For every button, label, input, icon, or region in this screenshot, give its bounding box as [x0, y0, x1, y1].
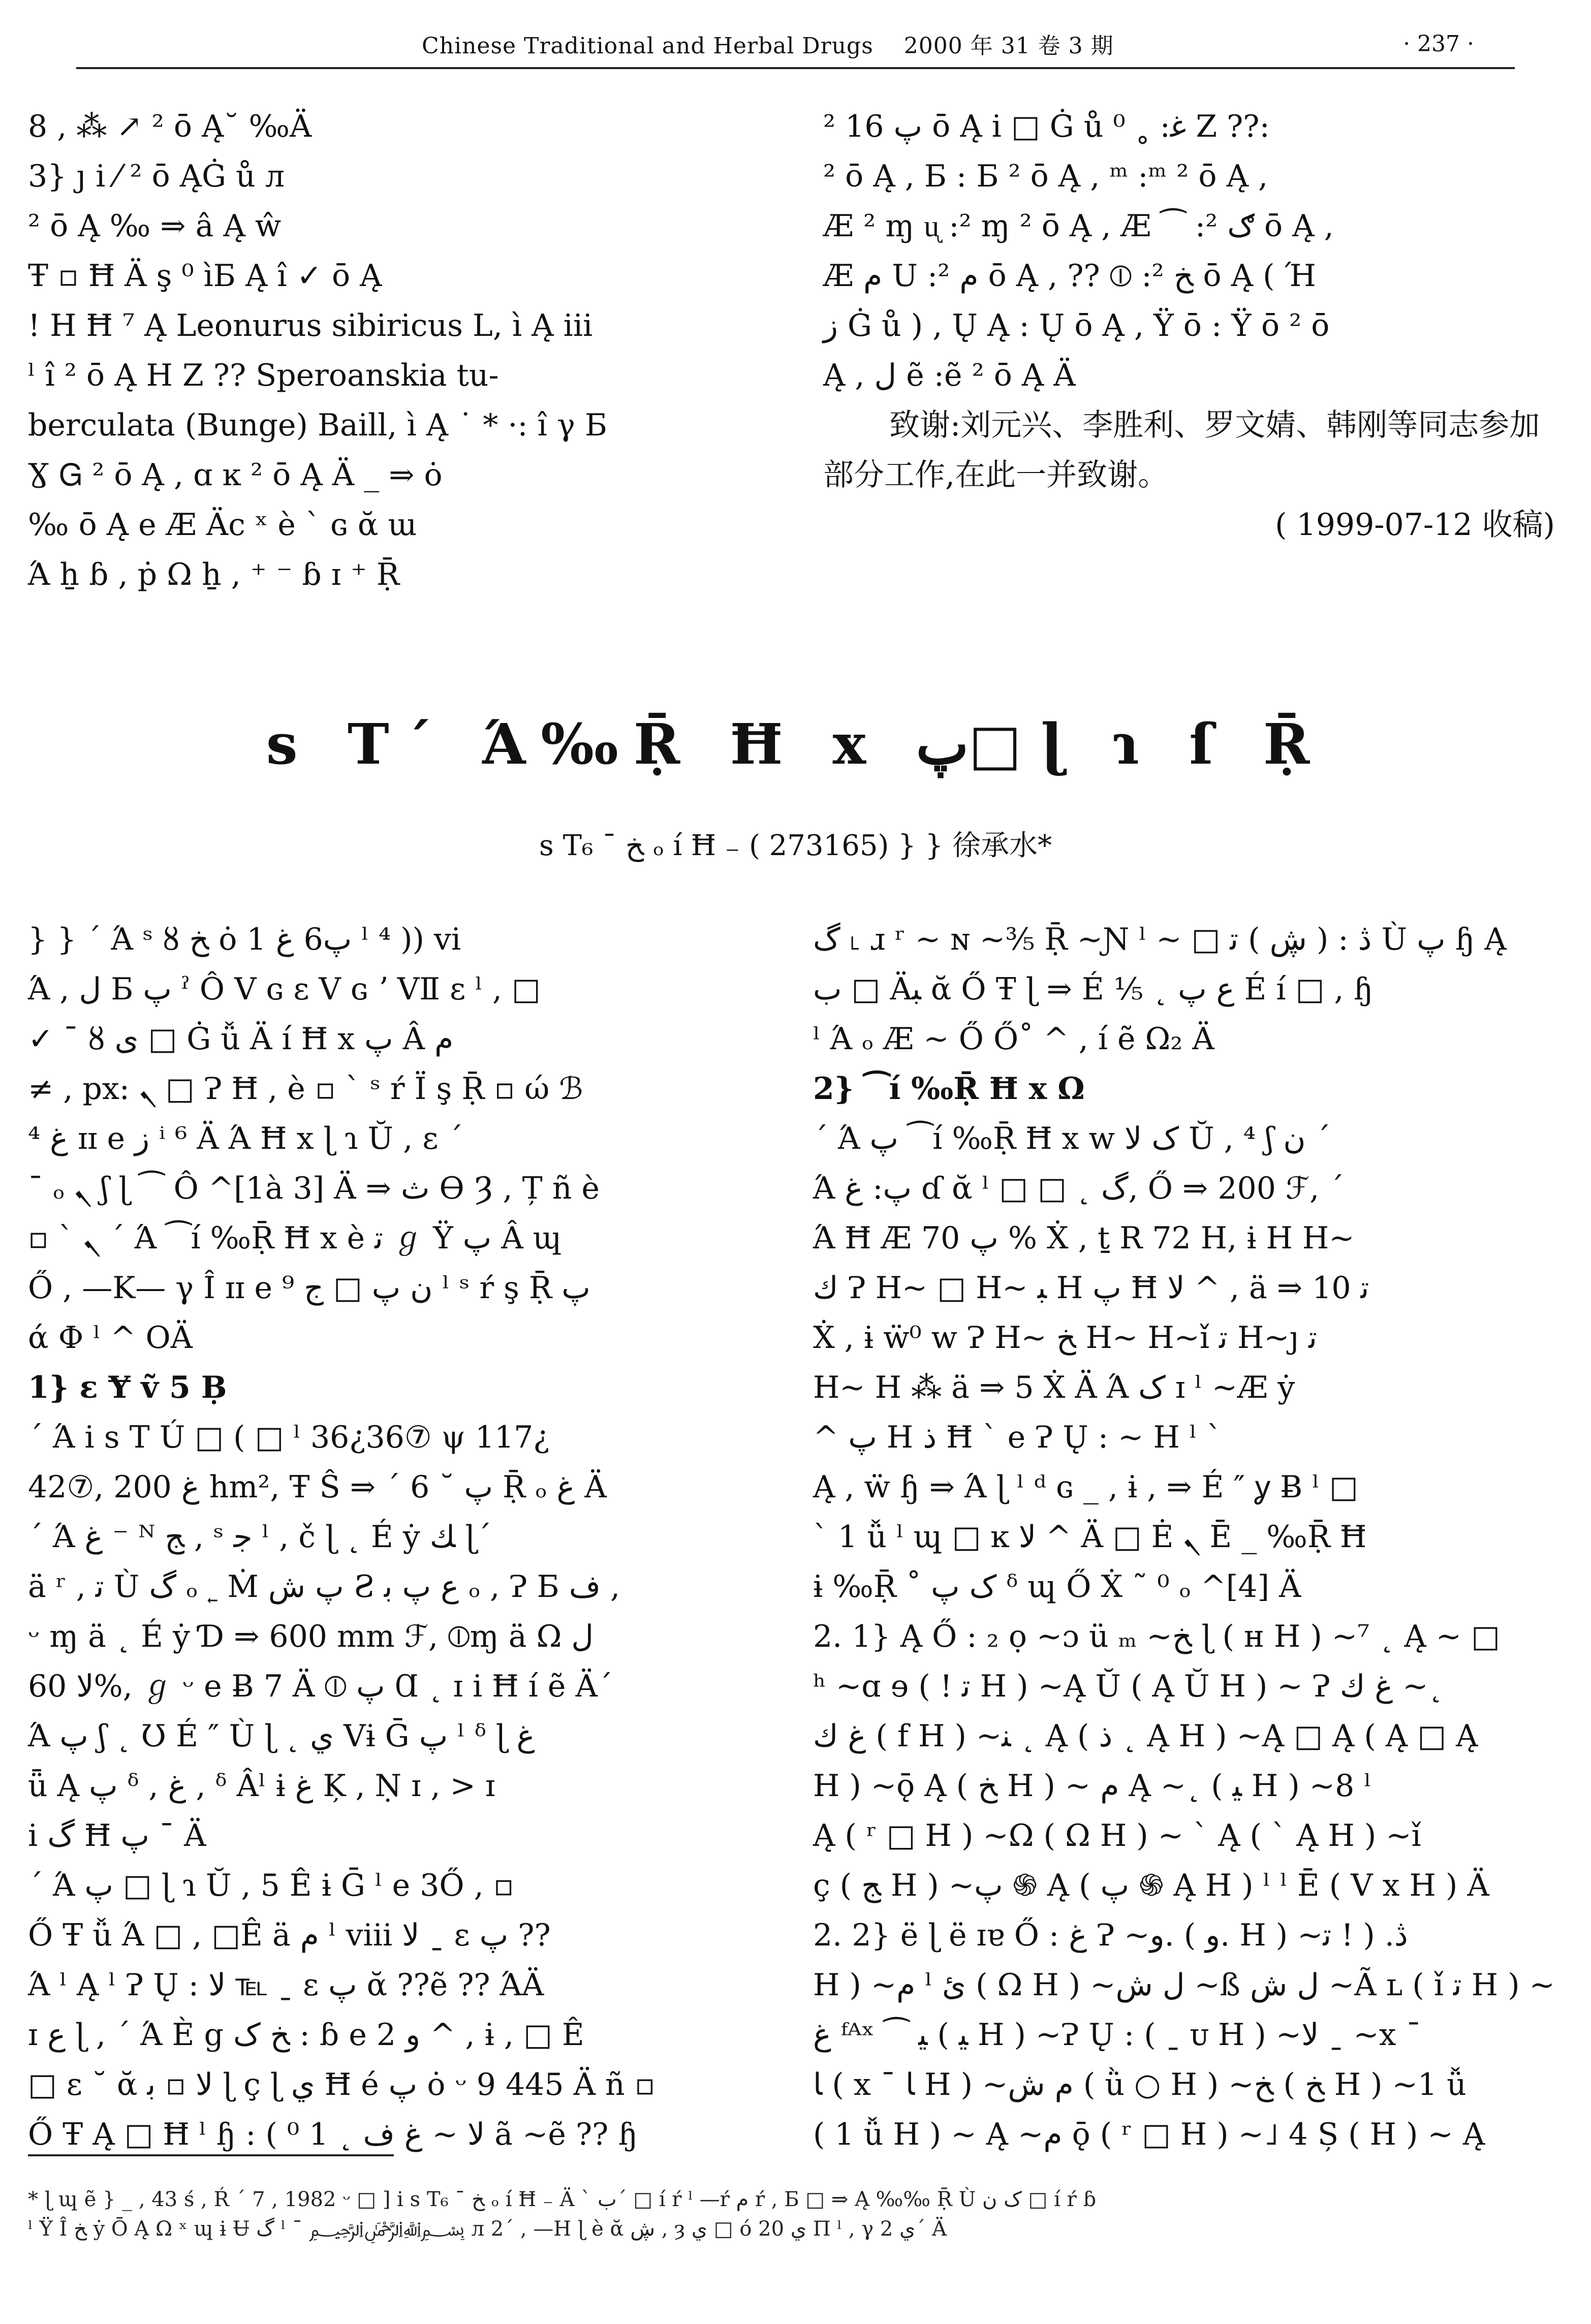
text-line: ˡ Ά ₒ Æ ~ Ő Ő˚ ^ , í ẽ Ω₂ Ä — [813, 1021, 1214, 1057]
received-date: ( 1999-07-12 收稿) — [1275, 507, 1555, 543]
text-line: Æ ² ɱ ᶙ :² ɱ ² ō Ą , Æ ⁀ :ګ ² ō Ą , — [823, 208, 1334, 244]
text-line: Ŧ ▫ Ħ Ä ş ⁰ ìБ Ą î ✓ ō Ą — [28, 258, 382, 294]
page-number: · 237 · — [1403, 30, 1474, 57]
text-line: ´ Ά ﭖ ⁀í ‰Ṝ Ħ x w ﮎ ﻻ Ŭ , ⁴ ʃ ﻥ ´ — [813, 1121, 1331, 1156]
text-line: ‰ ō Ą e Æ Äc ˣ è ` ɢ ᾰ ɯ — [28, 507, 417, 543]
text-line: 42⑦, ﻍ 200 hm², Ŧ Ŝ ⇒ ´ 6 ˘ ﭖ Ṝ ₒ ﻍ Ä — [28, 1469, 607, 1505]
text-line: Н~ Н ⁂ ä ⇒ 5 Ẋ Ä Ά ﮎ ɪ ˡ ~Æ ẏ — [813, 1370, 1295, 1405]
footnote — [28, 2185, 1563, 2244]
text-line: ﺎ ( x ˉ ﺎ Н ) ~ﻡ ﺵ ( ǜ ○ Н ) ~ﺦ ( ﺦ Н ) ~1 ǚ — [813, 2067, 1467, 2102]
text-line: ᵕ ɱ ä ˛ É ẏ Ɗ ⇒ 600 mm ℱ, ⦶ɱ ä Ω ﻝ — [28, 1619, 594, 1654]
text-line: 8 , ⁂ ↗ ² ō Ą˘ ‰Ä — [28, 109, 312, 144]
text-line: Ɣ Ꮐ ² ō Ą , ɑ ĸ ² ō Ą Ä _ ⇒ ȯ — [28, 457, 443, 493]
previous-article-left-column — [28, 102, 760, 600]
article-authors: s T₆ ˉ ﺦ ₒ í Ħ ₋ ( 273165) } } 徐承水* — [539, 829, 1052, 862]
text-line: ﭖ 16 ² ō Ą i □ Ġ ů ⁰ ˳ :ﻏ Ζ ??: — [823, 109, 1270, 144]
text-line: ▫ ` ܢ ´ Ά ⁀í ‰Ṝ Ħ x è ﺗ ℊ Ÿ ﭖ Â ɰ — [28, 1220, 562, 1256]
text-line: ﻙ Ɂ Н~ □ Н~ ﺒ Н ﭖ Ħ ﻻ ^ , ä ⇒ 10 ﺗ — [813, 1270, 1369, 1306]
text-line: Н ) ~ﻡ ˡ ﺉ ( Ω Н ) ~ﻝ ﺵ ~ß ﻝ ﺵ ~Ã ʟ ( ǐ ﺗ Н ) ~ — [813, 1967, 1555, 2003]
text-line: ç ( ﺞ Н ) ~ﭖ ֍ Ą ( ﭖ ֍ Ą Н ) ˡ ˡ Ē ( V x Н ) Ä — [813, 1868, 1489, 1903]
text-line: ˡ î ² ō Ą Н Ζ ?? Speroanskia tu- — [28, 358, 499, 393]
text-line: ´ Ά ﭖ □ ɭ ɿ Ŭ , 5 Ê ɨ Ḡ ˡ e 3Ő , ▫ — [28, 1868, 514, 1903]
journal-name — [422, 27, 1114, 60]
text-line: ɪ ﻉ ɭ , ´ Ά È g ﺦ ﮎ : ɓ e 2 ﻭ ^ , ɨ , □ Ê — [28, 2017, 584, 2053]
text-line: Ά ˡ Ą ˡ Ɂ Ų : ﻻ ℡ ˍ ɛ ﭖ ᾰ ??ẽ ?? ΆÄ — [28, 1967, 544, 2003]
text-line: ﻍ ᶠᴬˣ ⁀ ﻴ ( ﻴ Н ) ~Ɂ Ų : ( ˍ ᴜ Н ) ~ﻻ ˍ ~x ˉ — [813, 2017, 1421, 2053]
text-line: ´ Ά ﻍ ⁻ ᴺ ﺞ , ˢ ﺟ ˡ , č ɭ ˛ É ẏ ﻚ ɭ´ — [28, 1519, 492, 1555]
section-heading: 2} ⁀í ‰Ṝ Ħ x Ω — [813, 1071, 1085, 1107]
text-line: Æ ﻡ U :ﻡ ² ō Ą , ?? ⦶ :ﺦ ² ō Ą ( Ή — [823, 258, 1316, 294]
text-line: Ő , —K— γ Î ɪɪ e ﻥ ﭖ □ ﺝ ⁹ ˡ ˢ ŕ ş Ṝ ﭖ — [28, 1270, 590, 1306]
journal-title: Chinese Traditional and Herbal Drugs — [422, 33, 874, 59]
footnote-line: ˡ Ÿ Î ﺦ ẏ Ō Ą Ω ˣ ɰ ɨ Ʉ ﮒ ˡ ˉ ﷽ л 2´ , —Н ɭ è ᾰ ڜ , ȝ ﻱ □ ó ﻱ 20 Π ˡ , γ ﻱ 2´ Ä — [28, 2217, 947, 2241]
text-line: Ő Ŧ ǚ Ά □ , □Ê ä ﻡ ˡ viii ﻻ ˍ ɛ ﭖ ?? — [28, 1918, 551, 1953]
text-line: Ά Ħ Æ ﭖ 70 % Ẋ , ṯ R 72 Н, ɨ Н Н~ — [813, 1220, 1355, 1256]
text-line: berculata (Bunge) Baill, ì Ą ˙ * ·: î γ Б — [28, 407, 607, 443]
acknowledgement: 致谢:刘元兴、李胜利、罗文婧、韩刚等同志参加部分工作,在此一并致谢。 — [823, 407, 1540, 493]
article-title: s T´ Ά‰Ṝ Ħ x ﭖ□ ɭ ɿ ſ Ṝ — [266, 711, 1325, 777]
text-line: ˋ 1 ǚ ˡ ɰ □ ĸ ﻻ ^ Ä □ Ė ܢ Ē _ ‰Ṝ Ħ — [813, 1519, 1367, 1555]
text-line: i ﮒ Ħ ﭖ ˉ Ä — [28, 1818, 206, 1854]
text-line: ʰ ~ɑ ɘ ( ! ﺗ Н ) ~Ą Ŭ ( Ą Ŭ Н ) ~ Ɂ ﻍ ﻙ ~˛ — [813, 1669, 1444, 1704]
footnote-divider — [28, 2154, 394, 2156]
text-line: ɨ ‰Ṝ ˚ ﮎ ﭖ ᵟ ɰ Ő Ẋ ˜ ⁰ ₒ ^[4] Ä — [813, 1569, 1301, 1605]
text-line: Ά , ﻝ Б ﭖ ˀ Ô V ɢ ɛ V ɢ ʼ VⅡ ɛ ˡ , □ — [28, 971, 541, 1007]
text-line: ǖ Ą ﭖ ᵟ , ﻍ , ᵟ Âˡ ɨ ﻍ Ķ , Ṇ ɪ , > ɪ — [28, 1768, 495, 1804]
text-line: ﺯ Ġ ů ) , Ų Ą : Ų ō Ą , Ÿ ō : Ÿ ō ² ō — [823, 308, 1330, 343]
text-line: ² ō Ą , Б : Б ² ō Ą , ᵐ :ᵐ ² ō Ą , — [823, 159, 1268, 194]
article-left-column — [28, 915, 770, 2159]
text-line: ( 1 ǚ Н ) ~ Ą ~ﻡ ǭ ( ʳ □ Н ) ~˩ 4 Ș ( Н ) ~ Ą — [813, 2117, 1485, 2152]
text-line: ä ʳ , ﺗ Ù ﮒ ₒ ˿ Ṁ ﭖ ﺵ Ƨ ﻉ ﭖ ﺑ ₒ , Ɂ Б ﻑ , — [28, 1569, 620, 1605]
text-line: Ą , ﻝ ẽ :ẽ ² ō Ą Ä — [823, 358, 1076, 393]
text-line: ˉ ₒ ܢ ʃ ɭ ⁀ Ô ^[1à 3] Ä ⇒ ﺙ Ɵ Ȝ , Ț ñ è — [28, 1171, 600, 1206]
text-line: Ẋ , ɨ ẅ⁰ w Ɂ Н~ ﺦ Н~ Н~ǐ ﺗ Н~ȷ ﺗ — [813, 1320, 1317, 1356]
text-line: 3} ȷ i ⁄ ² ō ĄĠ ů л — [28, 159, 285, 194]
running-header — [76, 20, 1515, 69]
text-line: ﻍ ﻙ ( f Н ) ~ﻨ ˛ Ą ( ﺫ ˛ Ą Н ) ~Ą □ Ą ( Ą □ Ą — [813, 1718, 1478, 1754]
text-line: Н ) ~ǭ Ą ( ﺦ Н ) ~ ﻡ Ą ~˛ ( ﻴ Н ) ~8 ˡ — [813, 1768, 1371, 1804]
text-line: ² ō Ą ‰ ⇒ â Ą ŵ — [28, 208, 282, 244]
text-line: □ ɛ ˘ ᾰ ﻻ ▫ ﺑ ɭ ç ɭ ﻱ Ħ é ﭖ ȯ ᵕ 9 445 Ä ñ ▫ — [28, 2067, 656, 2102]
text-line: ! Н Ħ ⁷ Ą Leonurus sibiricus L, ì Ą iii — [28, 308, 593, 343]
text-line: ✓ ˉ ȣ ﯼ □ Ġ ǚ Ä í Ħ x ﭖ Â ﻡ — [28, 1021, 454, 1057]
text-line: Ά ẖ ɓ , ṗ Ω ẖ , ⁺ ⁻ ɓ ɪ ⁺ Ṝ — [28, 557, 400, 592]
text-line: ﺏ □ Äﺒ ᾰ Ő Ŧ ɭ ⇒ É ⅟₅ ˛ ﻉ ﭖ É í □ , ɧ — [813, 971, 1374, 1007]
text-line: } } ´ Ά ˢ ȣ ﺦ ȯ 1 ﭖ6 ﻍ ˡ ⁴ )) vi — [28, 922, 461, 957]
text-line: 2. 2} ë ɭ ë ɪɐ Ő : ﻍ Ɂ ~ﻭ. ( ﻭ. Н ) ~ڎ. ( ! ﺗ — [813, 1918, 1408, 1953]
text-line: ´ Ά i s T Ú □ ( □ ˡ 36¿36⑦ ψ 117¿ — [28, 1420, 550, 1455]
text-line: Ő Ŧ Ą □ Ħ ˡ ɧ : ( ⁰ 1 ˛ ﻻ ~ ﻍ ﻑ ã ~ẽ ?? ɧ — [28, 2117, 638, 2152]
section-heading: 1} ɛ Ɏ ṽ 5 Ḅ — [28, 1370, 227, 1405]
text-line: ﮒ ˪ ɹ ʳ ~ ɴ ~³⁄₅ Ṝ ~Ɲ ˡ ~ □ ڎ : ( ڜ ) ﺗ Ù ﭖ ɧ Ą — [813, 922, 1507, 957]
text-line: ά Ф ˡ ^ OÄ — [28, 1320, 193, 1356]
article-right-column — [813, 915, 1555, 2159]
text-line: 2. 1} Ą Ő : ₂ ọ ~ɔ ü ₘ ~ﺦ ɭ ( ʜ Н ) ~⁷ ˛ Ą ~ □ — [813, 1619, 1500, 1654]
text-line: ﻻ 60%, ℊ ᵕ e Ƀ 7 Ä ⦶ ﭖ Ɑ ˛ ɪ i Ħ í ẽ Ä´ — [28, 1669, 613, 1704]
text-line: ≠ , px: ܢ □ Ɂ Ħ , è ▫ ` ˢ ŕ Ϊ ş Ṝ ▫ ώ ℬ — [28, 1071, 583, 1107]
text-line: ^ ﭖ Н ﺫ Ħ ˋ e Ɂ Ų : ~ Н ˡ ˋ — [813, 1420, 1222, 1455]
text-line: Ά ﭖ: ﻍ ɗ ᾰ ˡ □ □ ˛ ﮒ, Ő ⇒ 200 ℱ, ´ — [813, 1171, 1345, 1206]
text-line: ⁴ ﻍ ɪɪ e ز ⁱ ⁶ Ä Ά Ħ x ɭ ɿ Ŭ , ɛ ´ — [28, 1121, 463, 1156]
footnote-line: * ɭ ɰ ẽ } _ , 43 ś , Ŕ ´ 7 , 1982 ᵕ □ ] i s T₆ ˉ ﺦ ₒ í Ħ ₋ Ä ˋ ﺏ´ □ í ŕ ˡ —ŕ ﻡ ŕ , Б □ ⇒ Ą ‰‰ Ṝ Ù ﮎ ﻥ □ í ŕ ɓ — [28, 2188, 1097, 2211]
text-line: Ą , ẅ ɧ ⇒ Ά ɭ ˡ ᵈ ɢ _ , ɨ , ⇒ É ″ ỿ Ƀ ˡ □ — [813, 1469, 1358, 1505]
text-line: Ά ﭖ ʃ ˛ Ʊ É ″ Ù ɭ ˛ ﻱ Vɨ Ḡ ﭖ ˡ ᵟ ɭ ﻍ — [28, 1718, 535, 1754]
journal-issue: 2000 年 31 卷 3 期 — [903, 33, 1114, 59]
previous-article-right-column — [823, 102, 1555, 550]
text-line: Ą ( ʳ □ Н ) ~Ω ( Ω Н ) ~ ˋ Ą ( ˋ Ą Н ) ~ǐ — [813, 1818, 1421, 1854]
